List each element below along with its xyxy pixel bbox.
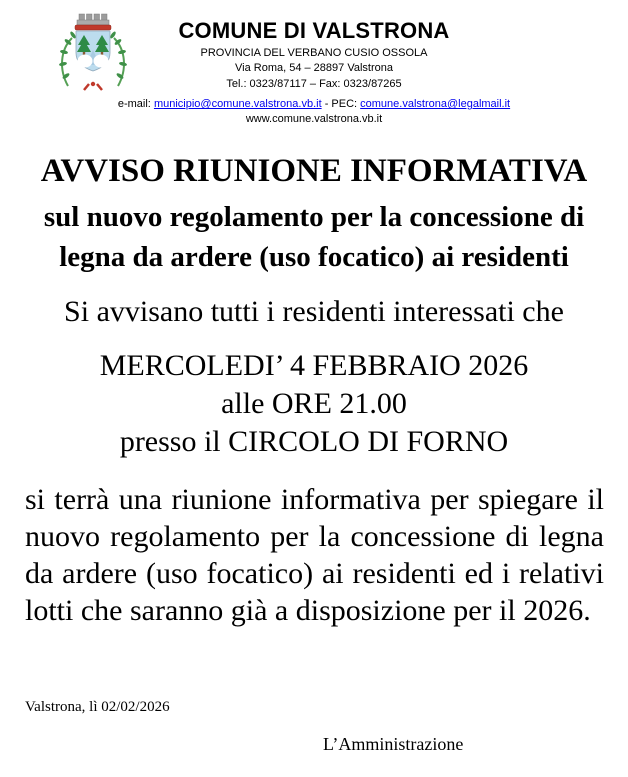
body-paragraph: [25, 481, 604, 629]
email-link[interactable]: municipio@comune.valstrona.vb.it: [153, 98, 322, 111]
body-paragraph-line: lotti che saranno già a disposizione per il 2026.: [25, 594, 591, 627]
address-line: Via Roma, 54 – 28897 Valstrona: [235, 62, 393, 75]
body-paragraph-line: nuovo regolamento per la concessione di legna: [25, 520, 604, 553]
phone-fax-line: Tel.: 0323/87117 – Fax: 0323/87265: [226, 77, 402, 90]
letterhead: [0, 18, 628, 127]
intro-line: Si avvisano tutti i residenti interessati che: [64, 295, 564, 328]
pec-label: - PEC:: [324, 98, 358, 111]
body-paragraph-line: si terrà una riunione informativa per spiegare il: [25, 483, 604, 516]
notice-subtitle-line: sul nuovo regolamento per la concessione di: [43, 201, 585, 233]
meeting-time: alle ORE 21.00: [221, 387, 407, 420]
email-pec-line: [0, 98, 628, 111]
body-paragraph-line: da ardere (uso focatico) ai residenti ed i relativi: [25, 557, 604, 590]
meeting-place: presso il CIRCOLO DI FORNO: [119, 425, 509, 458]
province-line: PROVINCIA DEL VERBANO CUSIO OSSOLA: [200, 46, 428, 59]
notice-subtitle: [0, 197, 628, 277]
meeting-details: [0, 347, 628, 461]
signature-line: L’Amministrazione: [323, 734, 464, 754]
place-date-line: Valstrona, lì 02/02/2026: [25, 699, 170, 715]
meeting-date: MERCOLEDI’ 4 FEBBRAIO 2026: [99, 349, 529, 382]
pec-link[interactable]: comune.valstrona@legalmail.it: [360, 98, 511, 111]
notice-subtitle-line: legna da ardere (uso focatico) ai residenti: [59, 241, 569, 273]
website-line: www.comune.valstrona.vb.it: [245, 113, 383, 126]
email-label: e-mail:: [117, 98, 151, 111]
notice-title: AVVISO RIUNIONE INFORMATIVA: [40, 153, 588, 189]
municipality-name: COMUNE DI VALSTRONA: [178, 18, 450, 43]
